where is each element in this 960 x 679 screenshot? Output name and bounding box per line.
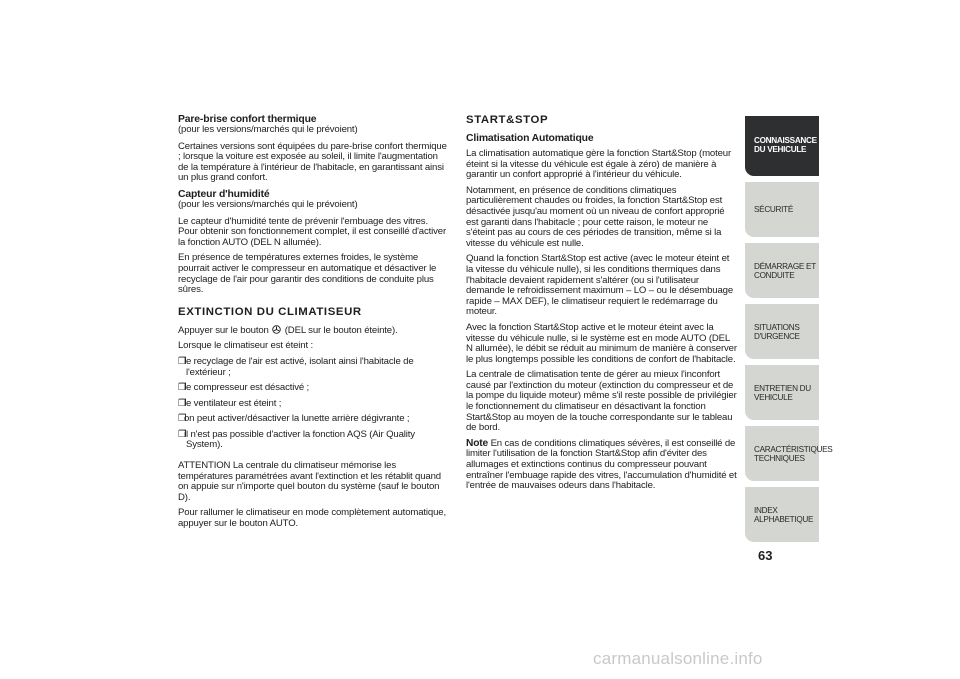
note-label: Note — [466, 437, 489, 449]
tab-emergency[interactable]: SITUATIONS D'URGENCE — [745, 304, 819, 359]
right-column — [466, 114, 738, 497]
checkbox-bullet-icon: ❒ — [178, 397, 187, 409]
checkbox-bullet-icon: ❒ — [178, 413, 187, 425]
paragraph-press-button — [178, 325, 450, 337]
paragraph: Quand la fonction Start&Stop est active (avec le moteur éteint et la vitesse du véhicule nulle), si les conditions thermiques dans l'habitacle devaient rapidement s'altérer (ou si l'utilisateur demande le refroidissement maximum – LO – ou le désembuage rapide – MAX DEF), le climatiseur requiert le redémarrage du moteur. — [466, 253, 733, 318]
fan-power-icon — [272, 325, 281, 334]
note-text: En cas de conditions climatiques sévères, il est conseillé de limiter l'utilisation de la fonction Start&Stop afin d'éviter des allumages et extinctions continus du compresseur pouvant entraîner l'embuage rapide des vitres, l'accumulation d'humidité et l'entrée de mauvaises odeurs dans l'habitacle. — [466, 437, 737, 492]
text: Appuyer sur le bouton — [178, 324, 269, 336]
paragraph: Pour rallumer le climatiseur en mode complètement automatique, appuyer sur le bouton AUTO. — [178, 507, 446, 530]
paragraph: Certaines versions sont équipées du pare-brise confort thermique ; lorsque la voiture est exposée au soleil, il limite l'augmentation de la température à l'intérieur de l'habitacle, en garantissant ainsi un plus grand confort. — [178, 140, 447, 184]
left-column — [178, 114, 450, 535]
page-number: 63 — [758, 548, 773, 563]
heading-start-stop: START&STOP — [466, 114, 549, 126]
heading-climate-off: EXTINCTION DU CLIMATISEUR — [178, 305, 362, 318]
tab-starting-driving[interactable]: DÉMARRAGE ET CONDUITE — [745, 243, 819, 298]
watermark: carmanualsonline.info — [593, 649, 763, 668]
tab-index[interactable]: INDEX ALPHABETIQUE — [745, 487, 819, 542]
section-title-windscreen: Pare-brise confort thermique — [178, 114, 317, 125]
note-paragraph — [466, 439, 738, 492]
checkbox-bullet-icon: ❒ — [178, 382, 187, 394]
chapter-sidebar — [745, 116, 833, 548]
list-item: ❒le recyclage de l'air est activé, isolant ainsi l'habitacle de l'extérieur ; — [178, 355, 414, 378]
section-subtitle: (pour les versions/marchés qui le prévoient) — [178, 198, 358, 210]
paragraph: La centrale de climatisation tente de gérer au mieux l'inconfort causé par l'extinction du moteur (extinction du compresseur et de la pompe du liquide moteur) même s'il reste possible de privilégier le fonctionnement du climatiseur en désactivant la fonction Start&Stop au moyen de la touche correspondante sur le tableau de bord. — [466, 369, 737, 434]
paragraph: Lorsque le climatiseur est éteint : — [178, 340, 313, 352]
section-title-auto-climate: Climatisation Automatique — [466, 133, 594, 144]
tab-safety[interactable]: SÉCURITÉ — [745, 182, 819, 237]
tab-vehicle-knowledge[interactable]: CONNAISSANCE DU VEHICULE — [745, 116, 819, 176]
section-subtitle: (pour les versions/marchés qui le prévoient) — [178, 124, 358, 135]
list-item: ❒le compresseur est désactivé ; — [178, 382, 310, 394]
paragraph: Notamment, en présence de conditions climatiques particulièrement chaudes ou froides, la fonction Start&Stop est désactivée jusqu'au moment où un niveau de confort approprié est garanti dans l'habitacle ; pour cette raison, le moteur ne s'éteint pas au cours de ces périodes de transition, même si la vitesse du véhicule est nulle. — [466, 184, 725, 249]
checkbox-bullet-icon: ❒ — [178, 355, 187, 367]
bullet-list — [178, 357, 450, 451]
paragraph: Avec la fonction Start&Stop active et le moteur éteint avec la vitesse du véhicule nulle, si le système est en mode AUTO (DEL N allumée), le débit se réduit au minimum de manière à conserver le plus longtemps possible les conditions de confort de l'habitacle. — [466, 321, 737, 365]
text: (DEL sur le bouton éteinte). — [284, 324, 398, 336]
list-item: ❒il n'est pas possible d'activer la fonction AQS (Air Quality System). — [178, 428, 415, 451]
list-item: ❒on peut activer/désactiver la lunette arrière dégivrante ; — [178, 413, 410, 425]
tab-maintenance[interactable]: ENTRETIEN DU VEHICULE — [745, 365, 819, 420]
list-item: ❒le ventilateur est éteint ; — [178, 397, 282, 409]
paragraph: En présence de températures externes froides, le système pourrait activer le compresseur en automatique et désactiver le recyclage de l'air pour garantir des conditions de conduite plus sûres. — [178, 252, 437, 296]
checkbox-bullet-icon: ❒ — [178, 428, 187, 440]
paragraph: La climatisation automatique gère la fonction Start&Stop (moteur éteint si la vitesse du véhicule est égale à zéro) de manière à garantir un confort approprié à l'intérieur du véhicule. — [466, 148, 732, 181]
paragraph: Le capteur d'humidité tente de prévenir l'embuage des vitres. Pour obtenir son fonctionnement complet, il est conseillé d'activer la fonction AUTO (DEL N allumée). — [178, 215, 447, 248]
section-title-humidity-sensor: Capteur d'humidité — [178, 188, 270, 200]
tab-technical-specs[interactable]: CARACTÉRISTIQUES TECHNIQUES — [745, 426, 819, 481]
attention-note: ATTENTION La centrale du climatiseur mémorise les températures paramétrées avant l'extinction et les rétablit quand on appuie sur n'importe quel bouton du système (sauf le bouton D). — [178, 460, 441, 503]
